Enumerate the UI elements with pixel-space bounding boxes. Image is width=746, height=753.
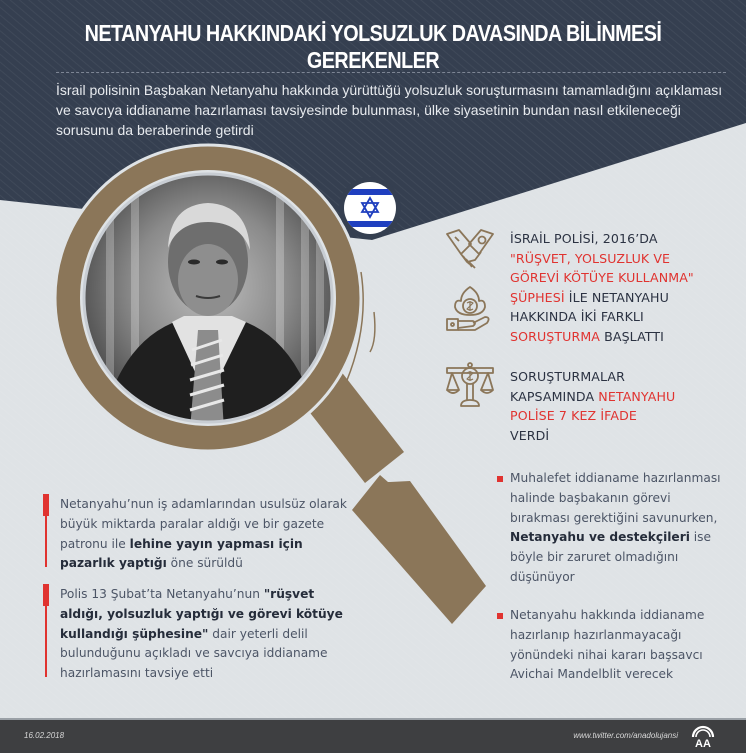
scales-dollar-icon bbox=[445, 362, 495, 410]
highlight-text: ŞÜPHESİ bbox=[510, 289, 565, 305]
footer-twitter-link[interactable]: www.twitter.com/anadolujansi bbox=[573, 731, 678, 740]
fact-text: KAPSAMINDA bbox=[510, 388, 599, 404]
left-note bbox=[60, 495, 350, 574]
emphasis-text: Netanyahu ve destekçileri bbox=[510, 530, 690, 545]
note-text: Netanyahu hakkında iddianame hazırlanıp hazırlanmayacağı yönündeki nihai kararı başsavcı Avichai Mandelblit verecek bbox=[510, 608, 705, 682]
fact-line bbox=[510, 406, 746, 426]
red-marker-line bbox=[45, 584, 47, 677]
highlight-text: POLİSE 7 KEZ İFADE bbox=[510, 408, 637, 423]
fact-block-investigation bbox=[510, 229, 746, 346]
note-text: Netanyahu’nun iş adamlarından usulsüz olarak büyük miktarda paralar aldığı ve bir gazete patronu ile bbox=[60, 497, 347, 551]
fact-text: İLE NETANYAHU bbox=[564, 289, 669, 305]
note-text: ise böyle bir zaruret olmadığını düşünüyor bbox=[510, 530, 711, 584]
note-text: dair yeterli delil bulunduğunu açıkladı ve savcıya iddianame hazırlamasını tavsiye etti bbox=[60, 626, 328, 681]
red-marker-line bbox=[45, 494, 47, 567]
emphasis-text: lehine yayın yapması için pazarlık yaptığı bbox=[60, 536, 303, 571]
footer bbox=[0, 718, 746, 753]
footer-date: 16.02.2018 bbox=[24, 731, 65, 740]
handshake-money-icon bbox=[445, 228, 495, 273]
page-title: NETANYAHU HAKKINDAKİ YOLSUZLUK DAVASINDA BİLİNMESİ GEREKENLER bbox=[84, 20, 662, 73]
right-note bbox=[510, 469, 732, 588]
intro-text: İsrail polisinin Başbakan Netanyahu hakkında yürüttüğü yolsuzluk soruşturmasını tamamladığını açıklaması ve savcıya iddianame hazırlaması tavsiyesinde bulunması, ülke siyasetinin bundan nasıl etkileneceği sorusunu da beraberinde getirdi bbox=[56, 82, 723, 138]
fact-line bbox=[510, 327, 746, 347]
note-text: öne sürüldü bbox=[166, 556, 243, 571]
money-hand-icon bbox=[445, 285, 495, 333]
emphasis-text: "rüşvet aldığı, yolsuzluk yaptığı ve görevi kötüye kullandığı şüphesine" bbox=[60, 587, 343, 641]
fact-line bbox=[510, 307, 746, 327]
fact-line bbox=[510, 249, 746, 269]
fact-text: BAŞLATTI bbox=[600, 328, 664, 344]
left-note bbox=[60, 585, 360, 684]
fact-line bbox=[510, 268, 746, 288]
highlight-text: NETANYAHU bbox=[598, 388, 676, 404]
fact-line bbox=[510, 288, 746, 308]
israel-flag-icon bbox=[339, 177, 401, 239]
highlight-text: SORUŞTURMA bbox=[510, 328, 601, 344]
fact-text: VERDİ bbox=[510, 427, 550, 443]
bullet-icon bbox=[497, 613, 503, 619]
bullet-icon bbox=[497, 476, 503, 482]
title-divider bbox=[56, 72, 726, 73]
fact-text: SORUŞTURMALAR bbox=[510, 369, 625, 384]
fact-text: HAKKINDA İKİ FARKLI bbox=[510, 309, 644, 324]
highlight-text: "RÜŞVET, YOLSUZLUK VE bbox=[510, 250, 671, 266]
fact-line bbox=[510, 426, 746, 446]
note-text: Muhalefet iddianame hazırlanması halinde başbakanın görevi bırakması gerektiğini savunurken, bbox=[510, 471, 721, 525]
fact-line bbox=[510, 367, 746, 387]
right-note bbox=[510, 606, 732, 685]
anadolu-agency-logo bbox=[690, 723, 716, 749]
highlight-text: GÖREVİ KÖTÜYE KULLANMA" bbox=[510, 270, 694, 285]
fact-block-testimony bbox=[510, 367, 746, 445]
fact-line bbox=[510, 229, 746, 249]
fact-line bbox=[510, 387, 746, 407]
logo-text: AA bbox=[695, 738, 711, 749]
fact-text: İSRAİL POLİSİ, 2016’DA bbox=[510, 231, 658, 246]
note-text: Polis 13 Şubat’ta Netanyahu’nun bbox=[60, 587, 264, 601]
